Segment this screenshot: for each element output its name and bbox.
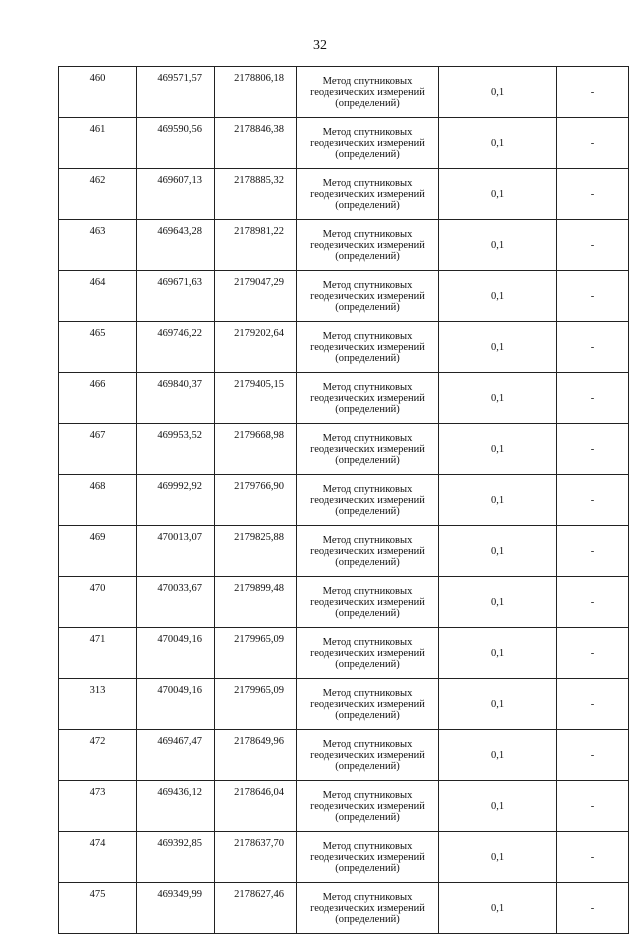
method-cell: [297, 883, 439, 934]
method-text-line: (определений): [335, 709, 400, 721]
x-coordinate-cell: 470013,07: [137, 526, 215, 577]
table-row: [59, 475, 629, 526]
point-number-cell: 473: [59, 781, 137, 832]
accuracy-cell: 0,1: [439, 271, 557, 322]
y-coordinate-cell: 2179825,88: [215, 526, 297, 577]
accuracy-cell: 0,1: [439, 679, 557, 730]
method-text-line: геодезических измерений: [310, 902, 425, 914]
y-coordinate-cell: 2179405,15: [215, 373, 297, 424]
table-row: [59, 322, 629, 373]
table-row: [59, 118, 629, 169]
method-text-line: геодезических измерений: [310, 545, 425, 557]
x-coordinate-cell: 469467,47: [137, 730, 215, 781]
y-coordinate-cell: 2179668,98: [215, 424, 297, 475]
method-cell: [297, 577, 439, 628]
method-cell: [297, 628, 439, 679]
description-cell: -: [557, 883, 629, 934]
point-number-cell: 462: [59, 169, 137, 220]
method-text-line: геодезических измерений: [310, 392, 425, 404]
method-text-line: геодезических измерений: [310, 239, 425, 251]
accuracy-cell: 0,1: [439, 373, 557, 424]
method-text-line: (определений): [335, 811, 400, 823]
method-text-line: (определений): [335, 352, 400, 364]
y-coordinate-cell: 2178627,46: [215, 883, 297, 934]
method-text-line: Метод спутниковых: [322, 534, 413, 546]
method-cell: [297, 475, 439, 526]
x-coordinate-cell: 469953,52: [137, 424, 215, 475]
table-row: [59, 832, 629, 883]
method-cell: [297, 781, 439, 832]
x-coordinate-cell: 469392,85: [137, 832, 215, 883]
point-number-cell: 463: [59, 220, 137, 271]
table-row: [59, 220, 629, 271]
method-text-line: Метод спутниковых: [322, 432, 413, 444]
description-cell: -: [557, 730, 629, 781]
description-cell: -: [557, 373, 629, 424]
method-text-line: Метод спутниковых: [322, 126, 413, 138]
accuracy-cell: 0,1: [439, 118, 557, 169]
y-coordinate-cell: 2179899,48: [215, 577, 297, 628]
point-number-cell: 468: [59, 475, 137, 526]
method-text-line: Метод спутниковых: [322, 381, 413, 393]
method-text-line: (определений): [335, 658, 400, 670]
coordinates-table-body: [59, 67, 629, 934]
point-number-cell: 475: [59, 883, 137, 934]
table-row: [59, 169, 629, 220]
method-cell: [297, 424, 439, 475]
y-coordinate-cell: 2178637,70: [215, 832, 297, 883]
point-number-cell: 466: [59, 373, 137, 424]
accuracy-cell: 0,1: [439, 169, 557, 220]
point-number-cell: 469: [59, 526, 137, 577]
description-cell: -: [557, 832, 629, 883]
method-text-line: геодезических измерений: [310, 137, 425, 149]
method-cell: [297, 373, 439, 424]
method-text-line: (определений): [335, 403, 400, 415]
y-coordinate-cell: 2179965,09: [215, 628, 297, 679]
description-cell: -: [557, 628, 629, 679]
y-coordinate-cell: 2179965,09: [215, 679, 297, 730]
table-row: [59, 67, 629, 118]
x-coordinate-cell: 469746,22: [137, 322, 215, 373]
table-row: [59, 883, 629, 934]
point-number-cell: 471: [59, 628, 137, 679]
method-text-line: Метод спутниковых: [322, 687, 413, 699]
point-number-cell: 467: [59, 424, 137, 475]
y-coordinate-cell: 2178846,38: [215, 118, 297, 169]
table-row: [59, 781, 629, 832]
point-number-cell: 464: [59, 271, 137, 322]
method-cell: [297, 526, 439, 577]
method-cell: [297, 118, 439, 169]
y-coordinate-cell: 2178646,04: [215, 781, 297, 832]
method-text-line: (определений): [335, 607, 400, 619]
method-cell: [297, 322, 439, 373]
method-cell: [297, 67, 439, 118]
method-text-line: Метод спутниковых: [322, 483, 413, 495]
x-coordinate-cell: 470049,16: [137, 628, 215, 679]
method-text-line: (определений): [335, 250, 400, 262]
method-text-line: геодезических измерений: [310, 749, 425, 761]
description-cell: -: [557, 118, 629, 169]
x-coordinate-cell: 469571,57: [137, 67, 215, 118]
method-cell: [297, 271, 439, 322]
method-cell: [297, 679, 439, 730]
table-row: [59, 424, 629, 475]
description-cell: -: [557, 169, 629, 220]
y-coordinate-cell: 2179766,90: [215, 475, 297, 526]
method-text-line: геодезических измерений: [310, 341, 425, 353]
method-cell: [297, 730, 439, 781]
coordinates-table: [58, 66, 629, 934]
table-row: [59, 628, 629, 679]
description-cell: -: [557, 577, 629, 628]
method-text-line: геодезических измерений: [310, 800, 425, 812]
method-text-line: (определений): [335, 97, 400, 109]
method-text-line: (определений): [335, 148, 400, 160]
x-coordinate-cell: 469643,28: [137, 220, 215, 271]
method-text-line: геодезических измерений: [310, 494, 425, 506]
x-coordinate-cell: 469349,99: [137, 883, 215, 934]
table-row: [59, 577, 629, 628]
accuracy-cell: 0,1: [439, 628, 557, 679]
method-text-line: (определений): [335, 505, 400, 517]
description-cell: -: [557, 781, 629, 832]
point-number-cell: 472: [59, 730, 137, 781]
accuracy-cell: 0,1: [439, 322, 557, 373]
method-text-line: Метод спутниковых: [322, 840, 413, 852]
method-cell: [297, 220, 439, 271]
description-cell: -: [557, 475, 629, 526]
description-cell: -: [557, 67, 629, 118]
method-text-line: геодезических измерений: [310, 443, 425, 455]
x-coordinate-cell: 470033,67: [137, 577, 215, 628]
method-text-line: Метод спутниковых: [322, 228, 413, 240]
point-number-cell: 460: [59, 67, 137, 118]
accuracy-cell: 0,1: [439, 424, 557, 475]
accuracy-cell: 0,1: [439, 67, 557, 118]
method-text-line: геодезических измерений: [310, 188, 425, 200]
table-row: [59, 271, 629, 322]
method-text-line: геодезических измерений: [310, 698, 425, 710]
method-text-line: Метод спутниковых: [322, 585, 413, 597]
table-row: [59, 730, 629, 781]
x-coordinate-cell: 469840,37: [137, 373, 215, 424]
method-text-line: геодезических измерений: [310, 647, 425, 659]
method-text-line: Метод спутниковых: [322, 636, 413, 648]
accuracy-cell: 0,1: [439, 781, 557, 832]
x-coordinate-cell: 469436,12: [137, 781, 215, 832]
y-coordinate-cell: 2179202,64: [215, 322, 297, 373]
method-text-line: (определений): [335, 199, 400, 211]
method-text-line: геодезических измерений: [310, 290, 425, 302]
point-number-cell: 313: [59, 679, 137, 730]
method-text-line: геодезических измерений: [310, 86, 425, 98]
point-number-cell: 474: [59, 832, 137, 883]
method-text-line: (определений): [335, 556, 400, 568]
description-cell: -: [557, 271, 629, 322]
method-cell: [297, 169, 439, 220]
y-coordinate-cell: 2178981,22: [215, 220, 297, 271]
x-coordinate-cell: 469671,63: [137, 271, 215, 322]
method-text-line: Метод спутниковых: [322, 738, 413, 750]
method-text-line: (определений): [335, 913, 400, 925]
page-number: 32: [313, 38, 327, 53]
method-text-line: (определений): [335, 454, 400, 466]
method-text-line: Метод спутниковых: [322, 279, 413, 291]
y-coordinate-cell: 2178649,96: [215, 730, 297, 781]
y-coordinate-cell: 2178806,18: [215, 67, 297, 118]
method-text-line: Метод спутниковых: [322, 789, 413, 801]
table-row: [59, 373, 629, 424]
accuracy-cell: 0,1: [439, 883, 557, 934]
method-text-line: Метод спутниковых: [322, 177, 413, 189]
accuracy-cell: 0,1: [439, 577, 557, 628]
x-coordinate-cell: 469607,13: [137, 169, 215, 220]
accuracy-cell: 0,1: [439, 832, 557, 883]
accuracy-cell: 0,1: [439, 730, 557, 781]
description-cell: -: [557, 679, 629, 730]
x-coordinate-cell: 469590,56: [137, 118, 215, 169]
method-text-line: Метод спутниковых: [322, 75, 413, 87]
accuracy-cell: 0,1: [439, 220, 557, 271]
point-number-cell: 461: [59, 118, 137, 169]
table-row: [59, 526, 629, 577]
accuracy-cell: 0,1: [439, 475, 557, 526]
y-coordinate-cell: 2178885,32: [215, 169, 297, 220]
table-row: [59, 679, 629, 730]
method-text-line: геодезических измерений: [310, 596, 425, 608]
point-number-cell: 470: [59, 577, 137, 628]
x-coordinate-cell: 469992,92: [137, 475, 215, 526]
point-number-cell: 465: [59, 322, 137, 373]
description-cell: -: [557, 322, 629, 373]
description-cell: -: [557, 220, 629, 271]
method-text-line: (определений): [335, 760, 400, 772]
accuracy-cell: 0,1: [439, 526, 557, 577]
method-text-line: Метод спутниковых: [322, 891, 413, 903]
method-text-line: Метод спутниковых: [322, 330, 413, 342]
description-cell: -: [557, 424, 629, 475]
method-text-line: (определений): [335, 862, 400, 874]
method-cell: [297, 832, 439, 883]
method-text-line: (определений): [335, 301, 400, 313]
description-cell: -: [557, 526, 629, 577]
x-coordinate-cell: 470049,16: [137, 679, 215, 730]
method-text-line: геодезических измерений: [310, 851, 425, 863]
y-coordinate-cell: 2179047,29: [215, 271, 297, 322]
